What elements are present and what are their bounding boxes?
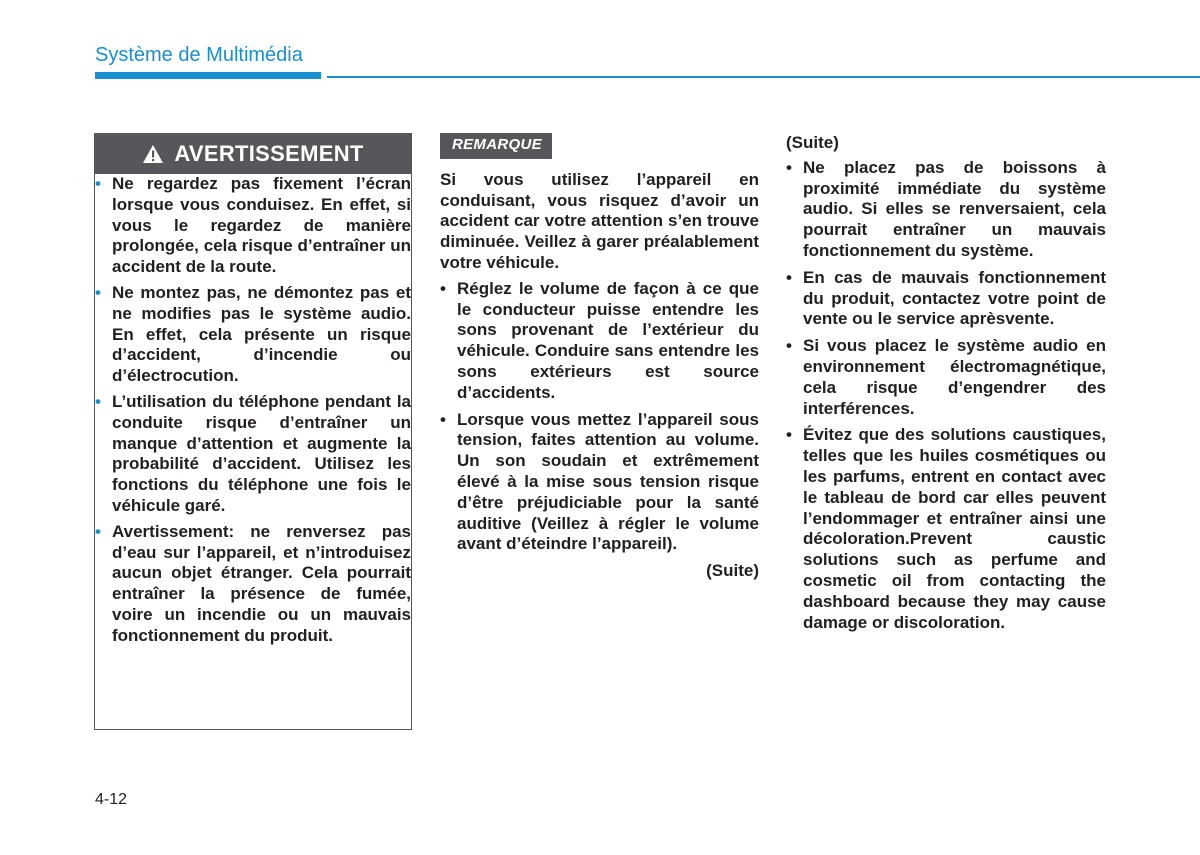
warning-title: AVERTISSEMENT (174, 141, 364, 166)
continuation-column (786, 133, 1106, 633)
warning-header (95, 134, 411, 174)
list-item: • Avertissement: ne renversez pas d’eau sur l’appareil, et n’introduisez aucun objet étranger. Cela pourrait entraîner la présence de fumée, voire un incendie ou un mauvais fonctionnement du produit. (95, 521, 411, 645)
bullet: • (95, 521, 101, 541)
bullet: • (440, 278, 446, 298)
remark-list (440, 279, 759, 555)
bullet: • (786, 157, 792, 177)
warning-box (94, 133, 412, 730)
continued-label: (Suite) (706, 561, 759, 581)
bullet: • (95, 174, 101, 193)
remark-intro: Si vous utilisez l’appareil en conduisant, vous risquez d’avoir un accident car votre attention s’en trouve diminuée. Veillez à garer préalablement votre véhicule. (440, 169, 759, 272)
bullet: • (786, 267, 792, 287)
header-rule (327, 76, 1200, 78)
list-item: • Réglez le volume de façon à ce que le conducteur puisse entendre les sons provenant de l’extérieur du véhicule. Conduire sans entendre les sons extérieurs est source d’accidents. (440, 278, 759, 402)
header-accent-bar (95, 72, 321, 79)
list-item: • Ne regardez pas fixement l’écran lorsque vous conduisez. En effet, si vous le regardez de manière prolongée, cela risque d’entraîner un accident de la route. (95, 174, 411, 277)
page-number: 4-12 (95, 791, 128, 808)
continuation-list (786, 158, 1106, 634)
list-item: • L’utilisation du téléphone pendant la conduite risque d’entraîner un manque d’attention et augmente la probabilité d’accident. Utilisez les fonctions du téléphone une fois le véhicule garé. (95, 391, 411, 515)
bullet: • (786, 336, 792, 356)
list-item: • Si vous placez le système audio en environnement électromagnétique, cela risque d’engendrer des interférences. (786, 336, 1106, 418)
list-item: • Lorsque vous mettez l’appareil sous tension, faites attention au volume. Un son soudain et extrêmement élevé à la mise sous tension risque d’être préjudiciable pour la santé auditive (Veillez à régler le volume avant d’éteindre l’appareil). (440, 409, 759, 554)
warning-list (95, 174, 411, 647)
bullet: • (440, 409, 446, 429)
bullet: • (95, 391, 101, 411)
bullet: • (95, 282, 101, 302)
list-item: • Ne montez pas, ne démontez pas et ne modifies pas le système audio. En effet, cela présente un risque d’accident, d’incendie ou d’électrocution. (95, 282, 411, 386)
remark-column (440, 133, 759, 582)
warning-triangle-icon (142, 144, 164, 164)
list-item: • Évitez que des solutions caustiques, telles que les huiles cosmétiques ou les parfums, entrent en contact avec le tableau de bord car elles peuvent l’endommager et entraîner ainsi une décoloration.Prevent caustic solutions such as perfume and cosmetic oil from contacting the dashboard because they may cause damage or discoloration. (786, 425, 1106, 632)
list-item: • Ne placez pas de boissons à proximité immédiate du système audio. Si elles se renversaient, cela pourrait entraîner un mauvais fonctionnement du système. (786, 157, 1106, 260)
bullet: • (786, 425, 792, 445)
continuation-label: (Suite) (786, 133, 839, 152)
remark-tag: REMARQUE (440, 133, 552, 159)
section-title: Système de Multimédia (95, 44, 303, 66)
list-item: • En cas de mauvais fonctionnement du produit, contactez votre point de vente ou le service aprèsvente. (786, 267, 1106, 329)
